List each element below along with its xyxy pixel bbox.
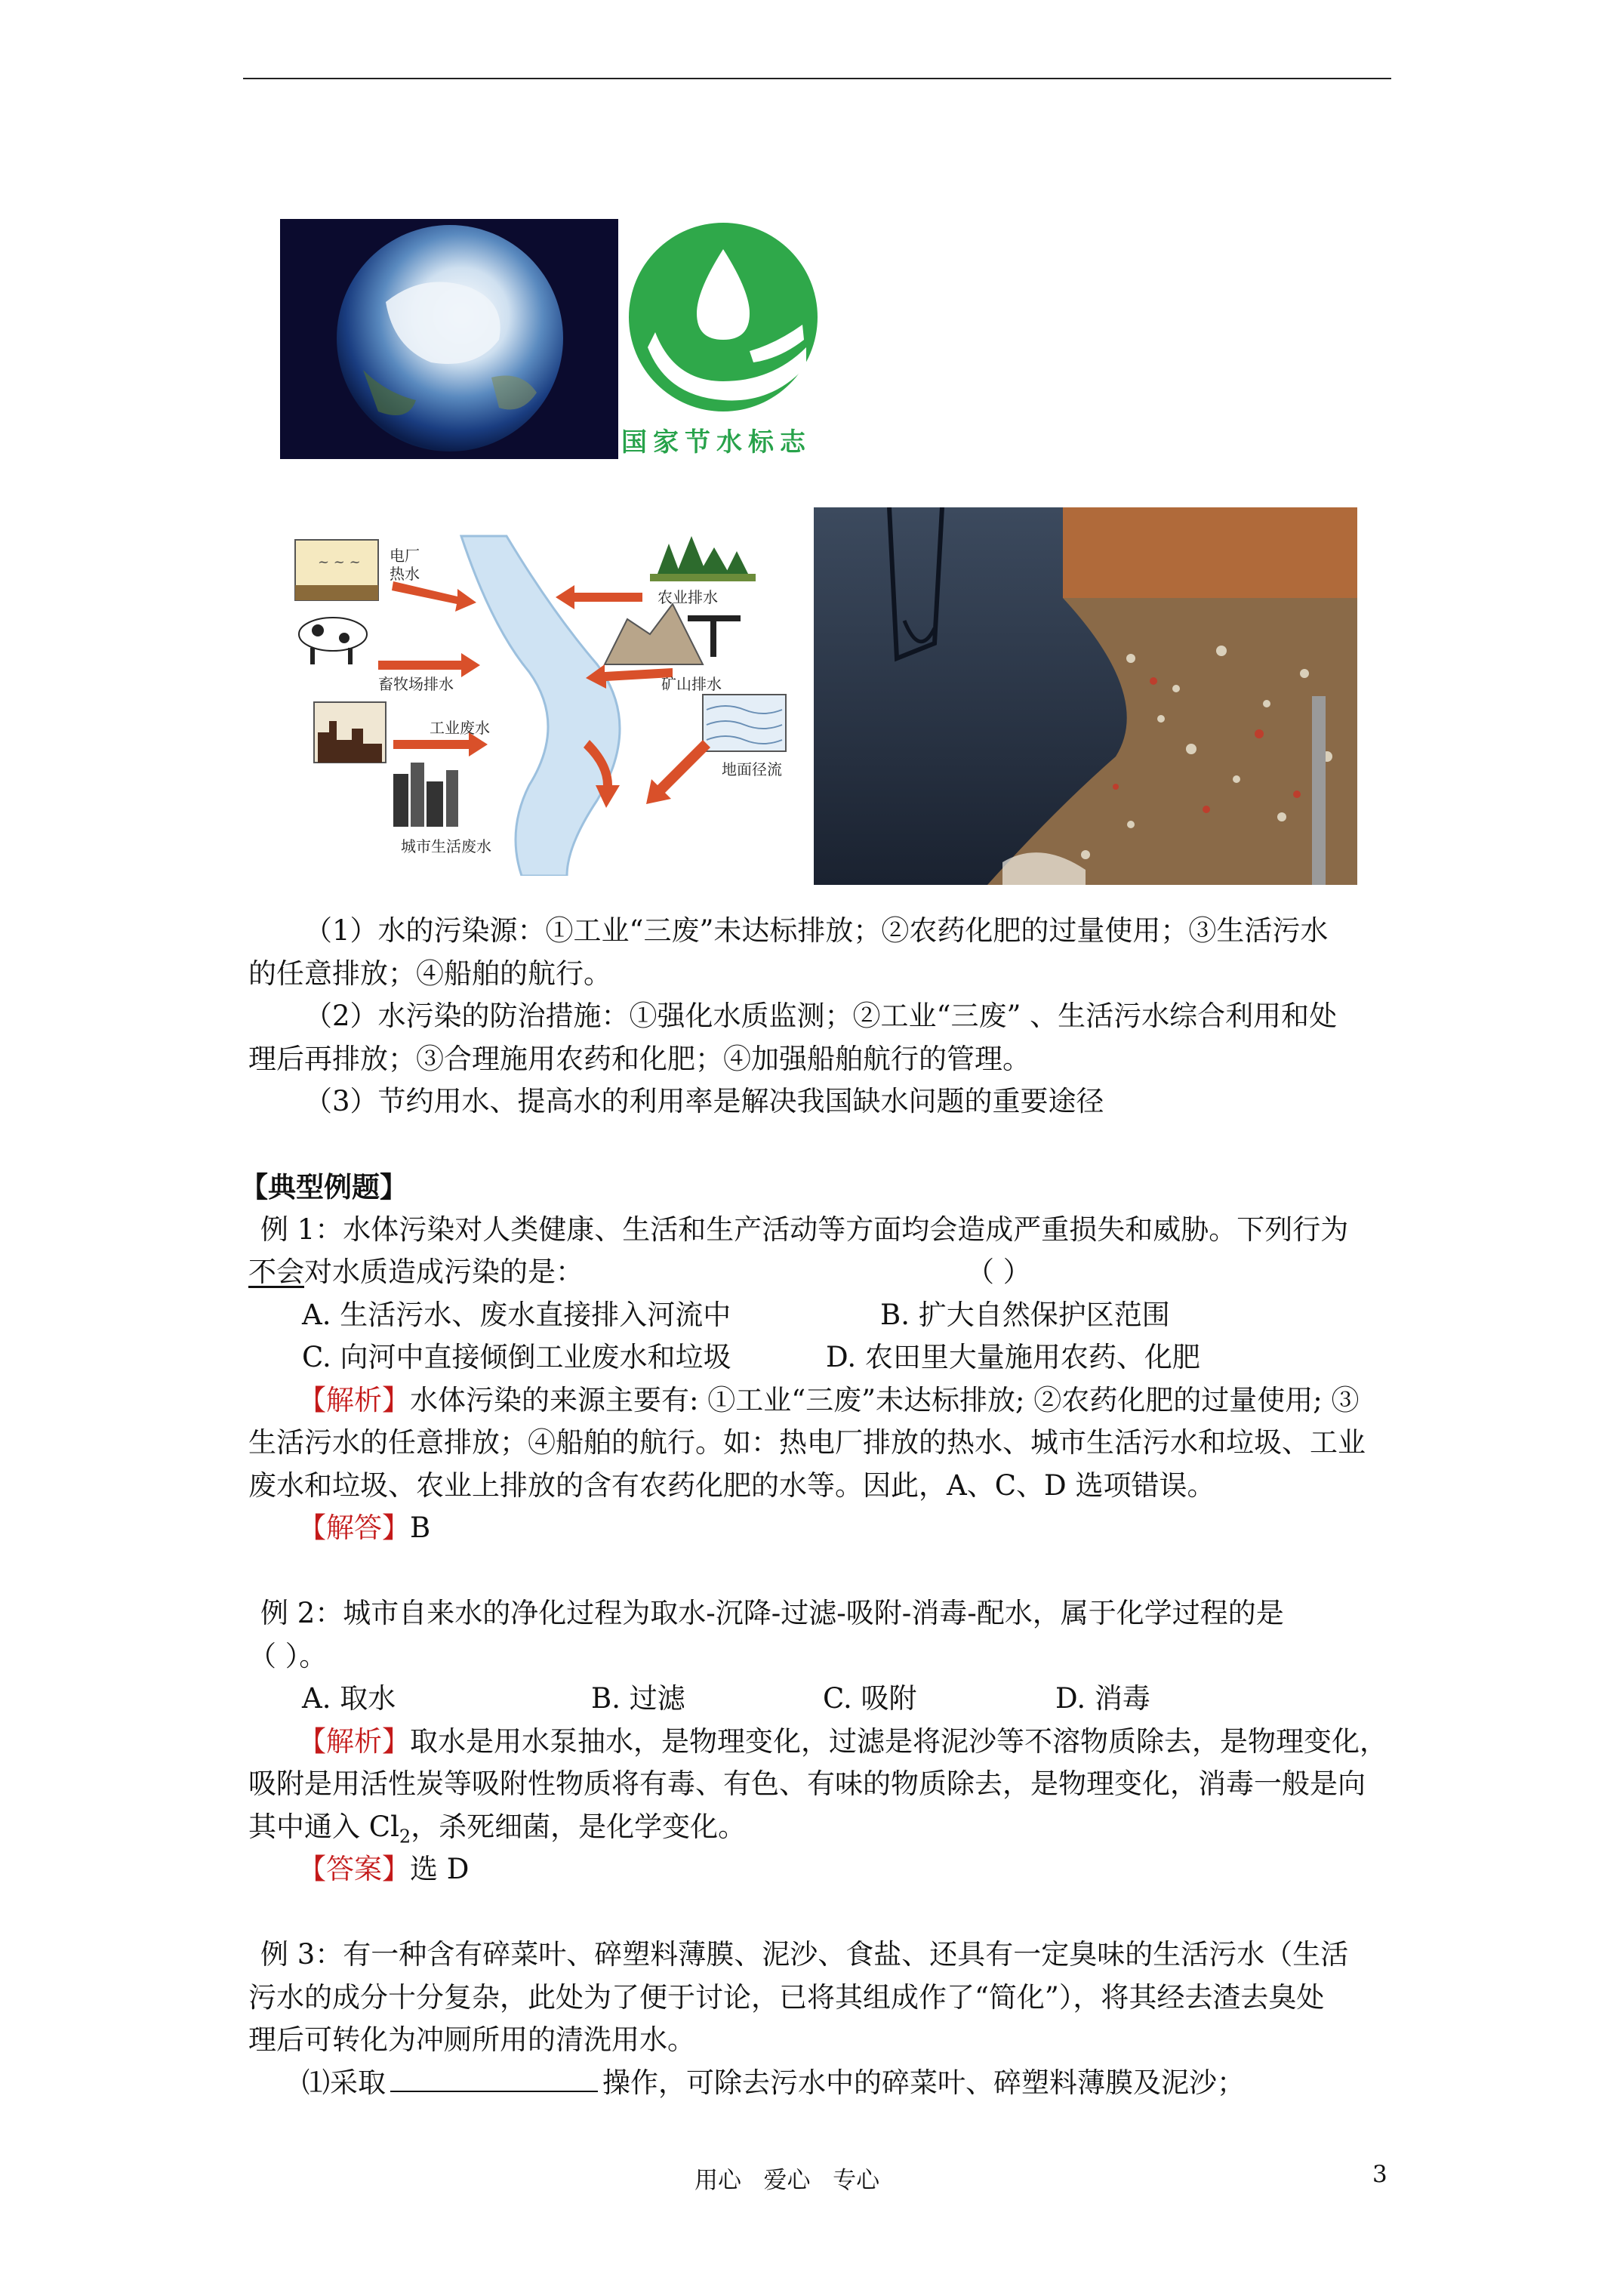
label-industrial: 工业废水 (430, 719, 490, 737)
p2-line2: 理后再排放；③合理施用农药和化肥；④加强船舶航行的管理。 (248, 1043, 1030, 1075)
ex1-answer-tag: 【解答】 (298, 1512, 410, 1544)
ex1-analysis-text1: 水体污染的来源主要有: ①工业“三废”未达标排放; ②农药化肥的过量使用; ③ (410, 1384, 1360, 1416)
ex3-sub1-pre: ⑴采取 (302, 2066, 386, 2099)
ex1-question-line1: 例 1：水体污染对人类健康、生活和生产活动等方面均会造成严重损失和威胁。下列行为 (260, 1213, 1349, 1246)
ex2-answer-line (298, 1854, 469, 1885)
label-runoff: 地面径流 (722, 760, 782, 778)
ex2-analysis-line2: 吸附是用活性炭等吸附性物质将有毒、有色、有味的物质除去，是物理变化，消毒一般是向 (248, 1767, 1366, 1800)
ex1-q-rest: 对水质造成污染的是： (304, 1256, 584, 1288)
ex2-question-line2: （ ）。 (248, 1640, 328, 1672)
ex1-answer-paren: （ ） (966, 1256, 1031, 1288)
ex2-option-a: A. 取水 (302, 1682, 396, 1715)
label-livestock: 畜牧场排水 (378, 675, 454, 693)
ex1-underlined: 不会 (248, 1256, 304, 1288)
p1-line2: 的任意排放；④船舶的航行。 (248, 957, 611, 990)
ex2-analysis-tag: 【解析】 (298, 1725, 410, 1758)
ex1-answer: B (410, 1512, 431, 1544)
ex1-analysis-line2: 生活污水的任意排放；④船舶的航行。如：热电厂排放的热水、城市生活污水和垃圾、工业 (248, 1426, 1366, 1459)
ex1-analysis-line1 (298, 1385, 1360, 1416)
ex2-option-c: C. 吸附 (823, 1682, 917, 1715)
ex2-analysis-pre: 其中通入 Cl (248, 1811, 399, 1843)
ex1-option-a: A. 生活污水、废水直接排入河流中 (302, 1299, 731, 1331)
label-power-plant-1: 电厂 (390, 547, 420, 565)
ex2-option-d: D. 消毒 (1055, 1682, 1150, 1715)
p1-line1: （1）水的污染源：①工业“三废”未达标排放；②农药化肥的过量使用；③生活污水 (304, 914, 1329, 947)
earth-image (280, 219, 618, 459)
polluted-water-photo (814, 507, 1357, 885)
p2-line1: （2）水污染的防治措施：①强化水质监测；②工业“三废” 、生活污水综合利用和处 (304, 1000, 1338, 1032)
label-power-plant-2: 热水 (390, 565, 420, 583)
polluted-river-icon (814, 507, 1357, 885)
ex3-sub1 (302, 2068, 1245, 2098)
water-drop-logo-icon (621, 219, 829, 417)
ex1-question-line2 (248, 1257, 584, 1287)
label-urban: 城市生活废水 (401, 837, 491, 855)
label-mine: 矿山排水 (661, 675, 722, 693)
water-saving-logo (621, 219, 829, 459)
ex1-option-b: B. 扩大自然保护区范围 (880, 1299, 1170, 1331)
ex2-analysis-sub: 2 (399, 1826, 411, 1848)
ex1-analysis-line3: 废水和垃圾、农业上排放的含有农药化肥的水等。因此，A、C、D 选项错误。 (248, 1469, 1215, 1502)
earth-icon (280, 219, 618, 459)
label-farm: 农业排水 (658, 588, 718, 606)
ex1-option-d: D. 农田里大量施用农药、化肥 (826, 1341, 1200, 1373)
ex3-question-line1: 例 3：有一种含有碎菜叶、碎塑料薄膜、泥沙、食盐、还具有一定臭味的生活污水（生活 (260, 1938, 1349, 1971)
page-number: 3 (1372, 2161, 1387, 2188)
ex2-answer: 选 D (410, 1853, 470, 1885)
ex3-question-line2: 污水的成分十分复杂，此处为了便于讨论，已将其组成作了“简化”），将其经去渣去臭处 (248, 1981, 1325, 2014)
fill-in-blank[interactable] (390, 2068, 598, 2092)
pollution-sources-diagram (280, 513, 808, 876)
ex2-analysis-text1: 取水是用水泵抽水，是物理变化，过滤是将泥沙等不溶物质除去，是物理变化， (410, 1725, 1387, 1758)
ex2-analysis-post: ，杀死细菌，是化学变化。 (411, 1811, 747, 1843)
ex2-answer-tag: 【答案】 (298, 1853, 410, 1885)
ex2-question-line1: 例 2：城市自来水的净化过程为取水-沉降-过滤-吸附-消毒-配水，属于化学过程的是 (260, 1597, 1284, 1629)
svg-text:~ ~ ~: ~ ~ ~ (318, 554, 361, 570)
ex3-sub1-post: 操作，可除去污水中的碎菜叶、碎塑料薄膜及泥沙； (602, 2066, 1245, 2099)
ex2-option-b: B. 过滤 (591, 1682, 685, 1715)
ex1-analysis-tag: 【解析】 (298, 1384, 410, 1416)
ex2-analysis-line1 (298, 1727, 1387, 1757)
ex1-answer-line (298, 1513, 430, 1543)
footer-motto: 用心 爱心 专心 (694, 2167, 880, 2194)
p3-line1: （3）节约用水、提高水的利用率是解决我国缺水问题的重要途径 (304, 1085, 1104, 1117)
ex2-analysis-line3 (248, 1812, 746, 1851)
section-title: 【典型例题】 (240, 1170, 408, 1203)
river-diagram-icon (280, 513, 808, 876)
ex3-question-line3: 理后可转化为冲厕所用的清洗用水。 (248, 2023, 695, 2056)
ex1-option-c: C. 向河中直接倾倒工业废水和垃圾 (302, 1341, 731, 1373)
logo-caption: 国家节水标志 (621, 427, 812, 458)
header-rule (243, 78, 1391, 79)
